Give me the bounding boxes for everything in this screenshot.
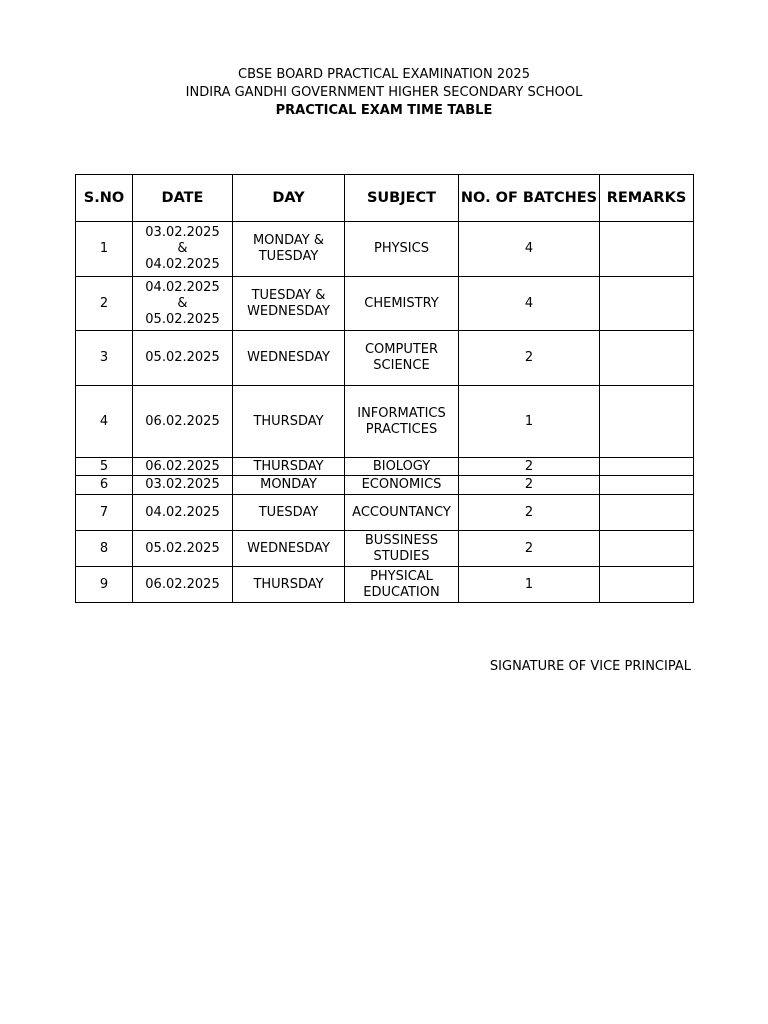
vice-principal-signature-label: SIGNATURE OF VICE PRINCIPAL [489,659,691,674]
table-row [76,567,694,603]
cell-sno: 4 [76,386,133,458]
cell-day: MONDAY & TUESDAY [233,222,345,277]
cell-sno: 7 [76,495,133,531]
cell-date: 04.02.2025 & 05.02.2025 [133,277,233,331]
cell-sno: 1 [76,222,133,277]
cell-date: 03.02.2025 [133,476,233,495]
cell-subject: ACCOUNTANCY [345,495,459,531]
cell-sno: 2 [76,277,133,331]
column-header-sno: S.NO [76,175,133,222]
column-header-remarks: REMARKS [600,175,694,222]
cell-batches: 1 [459,386,600,458]
cell-subject: COMPUTER SCIENCE [345,331,459,386]
cell-subject: BIOLOGY [345,458,459,476]
table-row [76,531,694,567]
column-header-subject: SUBJECT [345,175,459,222]
cell-sno: 9 [76,567,133,603]
cell-sno: 6 [76,476,133,495]
timetable-title: PRACTICAL EXAM TIME TABLE [275,103,493,118]
table-row [76,331,694,386]
cell-remarks [600,331,694,386]
cell-batches: 4 [459,277,600,331]
column-header-date: DATE [133,175,233,222]
column-header-day: DAY [233,175,345,222]
cell-remarks [600,567,694,603]
cell-date: 06.02.2025 [133,567,233,603]
cell-batches: 2 [459,458,600,476]
table-row [76,458,694,476]
cell-subject: INFORMATICS PRACTICES [345,386,459,458]
document-header [0,66,768,120]
cell-subject: CHEMISTRY [345,277,459,331]
cell-day: TUESDAY [233,495,345,531]
cell-date: 05.02.2025 [133,331,233,386]
exam-title: CBSE BOARD PRACTICAL EXAMINATION 2025 [238,67,530,82]
cell-sno: 5 [76,458,133,476]
cell-batches: 2 [459,531,600,567]
cell-day: THURSDAY [233,386,345,458]
cell-remarks [600,277,694,331]
cell-subject: PHYSICAL EDUCATION [345,567,459,603]
cell-remarks [600,476,694,495]
table-row [76,476,694,495]
cell-date: 04.02.2025 [133,495,233,531]
cell-day: THURSDAY [233,567,345,603]
cell-remarks [600,458,694,476]
table-row [76,386,694,458]
cell-remarks [600,222,694,277]
cell-sno: 8 [76,531,133,567]
cell-batches: 4 [459,222,600,277]
cell-day: THURSDAY [233,458,345,476]
cell-day: TUESDAY & WEDNESDAY [233,277,345,331]
cell-subject: BUSSINESS STUDIES [345,531,459,567]
table-row [76,495,694,531]
cell-subject: PHYSICS [345,222,459,277]
cell-subject: ECONOMICS [345,476,459,495]
cell-day: WEDNESDAY [233,331,345,386]
cell-date: 03.02.2025 & 04.02.2025 [133,222,233,277]
cell-date: 06.02.2025 [133,386,233,458]
cell-batches: 2 [459,331,600,386]
cell-remarks [600,531,694,567]
cell-date: 05.02.2025 [133,531,233,567]
cell-date: 06.02.2025 [133,458,233,476]
cell-day: MONDAY [233,476,345,495]
cell-batches: 1 [459,567,600,603]
cell-remarks [600,495,694,531]
cell-batches: 2 [459,476,600,495]
column-header-batches: NO. OF BATCHES [459,175,600,222]
table-row [76,277,694,331]
school-name: INDIRA GANDHI GOVERNMENT HIGHER SECONDARY SCHOOL [185,85,583,100]
table-row [76,222,694,277]
cell-day: WEDNESDAY [233,531,345,567]
table-header-row [76,175,694,222]
exam-timetable [75,174,694,603]
cell-sno: 3 [76,331,133,386]
cell-remarks [600,386,694,458]
cell-batches: 2 [459,495,600,531]
